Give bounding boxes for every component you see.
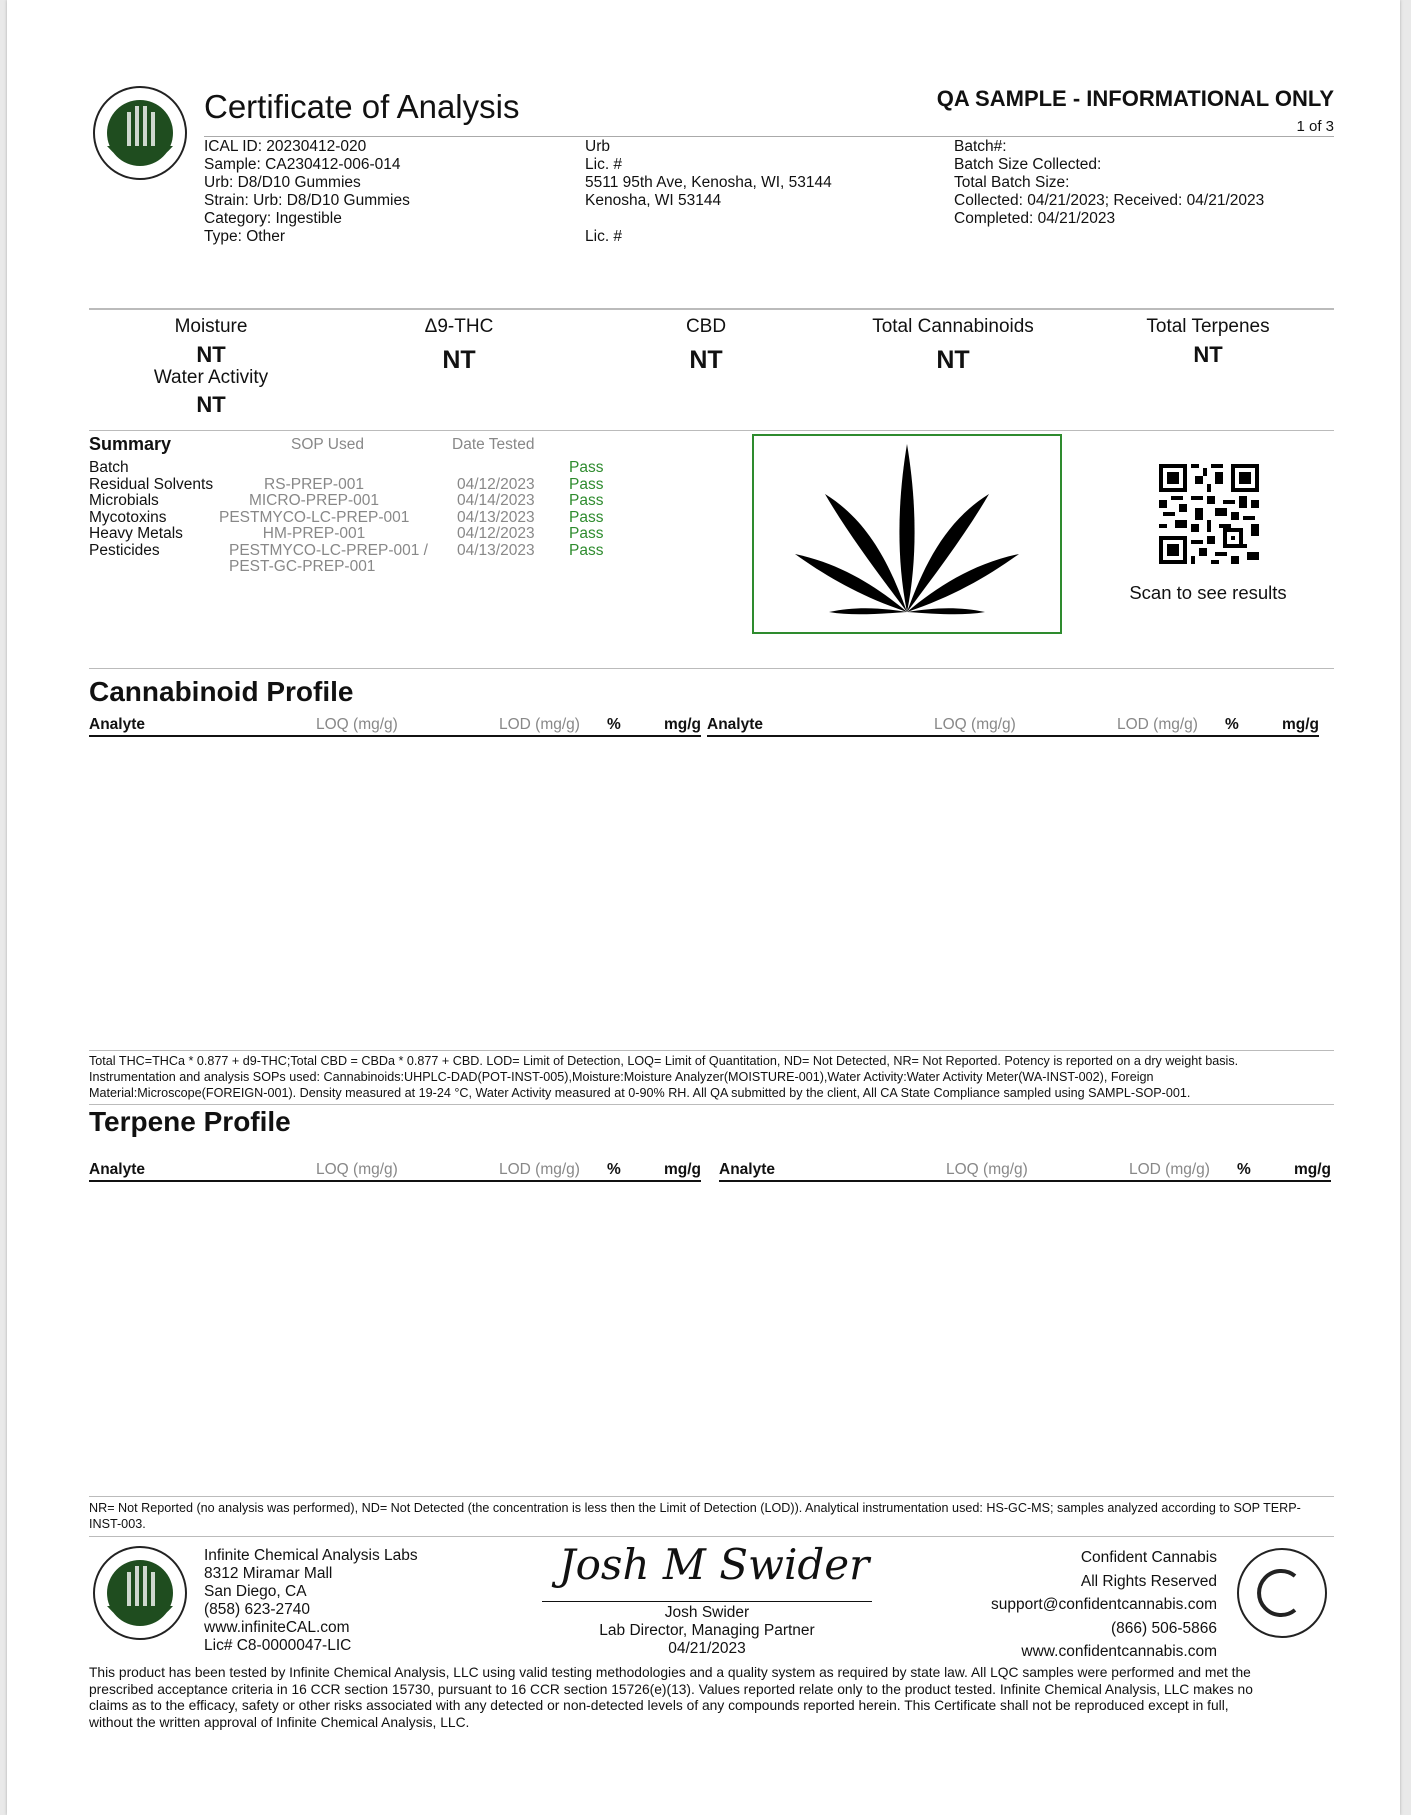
col-lod: LOD (mg/g) [1117, 716, 1198, 733]
cannabinoid-note-rule [89, 1050, 1334, 1051]
page-title: Certificate of Analysis [204, 88, 520, 125]
col-mgg: mg/g [1294, 1161, 1332, 1178]
completed-date: Completed: 04/21/2023 [954, 210, 1116, 227]
strain: Strain: Urb: D8/D10 Gummies [204, 192, 410, 209]
ical-logo [91, 84, 189, 182]
qr-code[interactable] [1159, 464, 1259, 564]
summary-row-result: Pass [569, 492, 604, 509]
disclaimer-line: claims as to the efficacy, safety or other risks associated with any detected or non-detected levels of any compounds reported herein. This Certificate shall not be reproduced except in full, [89, 1698, 1229, 1713]
summary-row-date: 04/13/2023 [457, 541, 535, 559]
moisture-label: Moisture [174, 316, 248, 337]
signer-block [542, 1604, 872, 1658]
summary-row-sop: MICRO-PREP-001 [248, 492, 380, 509]
summary-row-result: Pass [569, 508, 604, 526]
col-lod: LOD (mg/g) [1129, 1161, 1210, 1178]
footer-top-rule [89, 1536, 1334, 1537]
terpene-note-rule [89, 1496, 1334, 1497]
cc-phone: (866) 506-5866 [1111, 1619, 1217, 1637]
disclaimer-line: prescribed acceptance criteria in 16 CCR section 15730, pursuant to 16 CCR section 15726(e)(13). Values reported relate only to the product tested. Infinite Chemical Analysis, LLC makes no [89, 1681, 1253, 1697]
thc-stat [339, 316, 579, 375]
total-terpenes-label: Total Terpenes [1146, 316, 1270, 337]
summary-row-date: 04/14/2023 [457, 492, 535, 509]
summary-row-name: Mycotoxins [89, 508, 167, 526]
summary-row-sop: PESTMYCO-LC-PREP-001 / [229, 541, 428, 559]
cbd-value: NT [689, 346, 723, 374]
summary-row-sop: PESTMYCO-LC-PREP-001 [219, 508, 410, 526]
total-terpenes-value: NT [1193, 342, 1223, 367]
col-mgg: mg/g [664, 1161, 702, 1178]
ical-id: ICAL ID: 20230412-020 [204, 138, 367, 155]
lab-phone: (858) 623-2740 [204, 1601, 310, 1618]
cannabinoid-note-line: Instrumentation and analysis SOPs used: Cannabinoids:UHPLC-DAD(POT-INST-005),Moisture:Moisture Analyzer(MOISTURE-001),Water Activity:Water Activity Meter(WA-INST-002), Foreign [89, 1070, 1154, 1084]
lab-city: San Diego, CA [204, 1583, 307, 1600]
col-mgg: mg/g [1282, 716, 1320, 733]
summary-row-name: Pesticides [89, 541, 160, 559]
confident-cannabis-logo [1235, 1546, 1329, 1640]
stats-top-rule [89, 308, 1334, 310]
terpene-note [89, 1500, 1334, 1532]
summary-row-result: Pass [569, 525, 604, 542]
cannabinoid-top-rule [89, 668, 1334, 669]
summary-row-date: 04/12/2023 [457, 525, 535, 542]
category: Category: Ingestible [204, 210, 342, 227]
signature-line [542, 1601, 872, 1602]
col-lod: LOD (mg/g) [499, 1161, 580, 1178]
moisture-value: NT [196, 342, 226, 367]
col-analyte: Analyte [707, 716, 763, 733]
client-name: Urb [585, 138, 610, 155]
qr-caption: Scan to see results [1129, 582, 1287, 603]
water-activity-label: Water Activity [153, 367, 269, 388]
disclaimer-line: without the written approval of Infinite Chemical Analysis, LLC. [89, 1714, 470, 1730]
product-name: Urb: D8/D10 Gummies [204, 174, 361, 191]
summary-sop-continuation: PEST-GC-PREP-001 [229, 558, 376, 575]
summary-heading: Summary [89, 434, 172, 454]
lab-address: 8312 Miramar Mall [204, 1565, 333, 1582]
col-loq: LOQ (mg/g) [316, 1161, 398, 1178]
batch-size-collected: Batch Size Collected: [954, 156, 1102, 173]
summary-row-sop: HM-PREP-001 [262, 525, 366, 542]
summary-row-result: Pass [569, 459, 604, 476]
batch-number: Batch#: [954, 138, 1007, 155]
terpene-table-header-right [719, 1161, 1331, 1181]
col-lod: LOD (mg/g) [499, 716, 580, 733]
summary-row [89, 493, 609, 510]
ical-footer-logo [91, 1544, 189, 1642]
summary-row-result: Pass [569, 541, 604, 559]
col-percent: % [607, 716, 621, 733]
client-blank [585, 210, 832, 228]
terpene-table-header-left [89, 1161, 701, 1181]
cannabinoid-note [89, 1053, 1334, 1101]
terpene-note-line: INST-003. [89, 1517, 146, 1531]
sample-info-client [585, 138, 832, 246]
cc-name: Confident Cannabis [1080, 1549, 1217, 1566]
terpene-profile-title: Terpene Profile [89, 1106, 291, 1137]
summary-table [89, 460, 609, 576]
signature: Josh M Swider [558, 1540, 870, 1589]
cannabinoid-header-rule-right [707, 735, 1319, 737]
col-analyte: Analyte [719, 1161, 775, 1178]
summary-row-sop: RS-PREP-001 [264, 475, 364, 493]
total-cannabinoids-value: NT [936, 346, 970, 374]
lab-website: www.infiniteCAL.com [204, 1619, 350, 1636]
cc-rights: All Rights Reserved [1080, 1572, 1217, 1590]
sample-info-left [204, 138, 410, 246]
client-address: 5511 95th Ave, Kenosha, WI, 53144 [585, 174, 832, 191]
cannabinoid-header-rule-left [89, 735, 701, 737]
col-loq: LOQ (mg/g) [934, 716, 1016, 733]
summary-row-result: Pass [569, 475, 604, 493]
client-license: Lic. # [585, 156, 623, 173]
client-city: Kenosha, WI 53144 [585, 192, 722, 209]
collected-received: Collected: 04/21/2023; Received: 04/21/2023 [954, 192, 1265, 209]
col-mgg: mg/g [664, 716, 702, 733]
summary-row [89, 460, 609, 477]
cc-website: www.confidentcannabis.com [1021, 1643, 1217, 1660]
stats-bottom-rule [89, 430, 1334, 431]
thc-value: NT [442, 346, 476, 374]
terpene-header-rule-left [89, 1180, 701, 1182]
terpene-note-line: NR= Not Reported (no analysis was performed), ND= Not Detected (the concentration is less then the Limit of Detection (LOD)). Analytical instrumentation used: HS-GC-MS; samples analyzed according to SOP TERP- [89, 1501, 1301, 1515]
water-activity-value: NT [196, 392, 226, 417]
summary-row-name: Heavy Metals [89, 525, 183, 542]
disclaimer-line: This product has been tested by Infinite Chemical Analysis, LLC using valid testing methodologies and a quality system as required by state law. All LQC samples were performed and met the [89, 1665, 1251, 1680]
signed-date: 04/21/2023 [668, 1640, 746, 1657]
cbd-stat [586, 316, 826, 375]
cannabinoid-profile-title: Cannabinoid Profile [89, 676, 354, 707]
summary-row-date: 04/12/2023 [457, 475, 535, 493]
cannabinoid-table-header-right [707, 716, 1319, 736]
cannabinoid-note-line: Total THC=THCa * 0.877 + d9-THC;Total CBD = CBDa * 0.877 + CBD. LOD= Limit of Detection, LOQ= Limit of Quantitation, ND= Not Detected, NR= Not Reported. Potency is reported on a dry weight basis. [89, 1054, 1239, 1068]
summary-row [89, 543, 609, 560]
col-analyte: Analyte [89, 1161, 145, 1178]
cc-email: support@confidentcannabis.com [991, 1596, 1217, 1613]
total-cannabinoids-stat [833, 316, 1073, 375]
lab-license: Lic# C8-0000047-LIC [204, 1637, 352, 1654]
moisture-stat [91, 316, 331, 418]
total-terpenes-stat [1088, 316, 1328, 368]
qa-sample-label: QA SAMPLE - INFORMATIONAL ONLY [936, 86, 1334, 111]
certificate-page [7, 0, 1400, 1815]
col-analyte: Analyte [89, 716, 145, 733]
col-percent: % [1225, 716, 1239, 733]
page-indicator: 1 of 3 [1296, 118, 1334, 135]
signer-name: Josh Swider [664, 1604, 750, 1621]
thc-label: Δ9-THC [424, 316, 494, 337]
summary-row-name: Batch [89, 459, 129, 476]
summary-row-date: 04/13/2023 [457, 508, 535, 526]
total-batch-size: Total Batch Size: [954, 174, 1070, 191]
client-license-2: Lic. # [585, 228, 623, 245]
product-image-frame [752, 434, 1062, 634]
terpene-header-rule-right [719, 1180, 1331, 1182]
sample-info-batch [954, 138, 1264, 228]
signer-title: Lab Director, Managing Partner [599, 1622, 815, 1639]
summary-row-name: Microbials [89, 492, 159, 509]
cannabinoid-note-line: Material:Microscope(FOREIGN-001). Density measured at 19-24 °C, Water Activity measured at 0-90% RH. All QA submitted by the client, All CA State Compliance sampled using SAMPL-SOP-001. [89, 1086, 1191, 1100]
summary-row [89, 526, 609, 543]
summary-row-continuation [89, 559, 609, 576]
sample-id: Sample: CA230412-006-014 [204, 156, 401, 173]
cannabis-leaf-icon [754, 436, 1060, 632]
confident-cannabis-contact [887, 1546, 1217, 1664]
lab-name: Infinite Chemical Analysis Labs [204, 1547, 418, 1564]
date-tested-heading: Date Tested [452, 436, 535, 453]
type: Type: Other [204, 228, 285, 245]
legal-disclaimer [89, 1665, 1334, 1731]
summary-row [89, 510, 609, 527]
cannabinoid-table-header-left [89, 716, 701, 736]
col-loq: LOQ (mg/g) [946, 1161, 1028, 1178]
summary-row [89, 477, 609, 494]
cbd-label: CBD [685, 316, 727, 337]
total-cannabinoids-label: Total Cannabinoids [872, 316, 1034, 337]
terpene-top-rule [89, 1104, 1334, 1105]
sop-used-heading: SOP Used [291, 436, 364, 453]
summary-row-name: Residual Solvents [89, 475, 214, 493]
lab-contact [204, 1547, 418, 1655]
header-rule [204, 136, 1334, 137]
col-percent: % [1237, 1161, 1251, 1178]
col-loq: LOQ (mg/g) [316, 716, 398, 733]
col-percent: % [607, 1161, 621, 1178]
